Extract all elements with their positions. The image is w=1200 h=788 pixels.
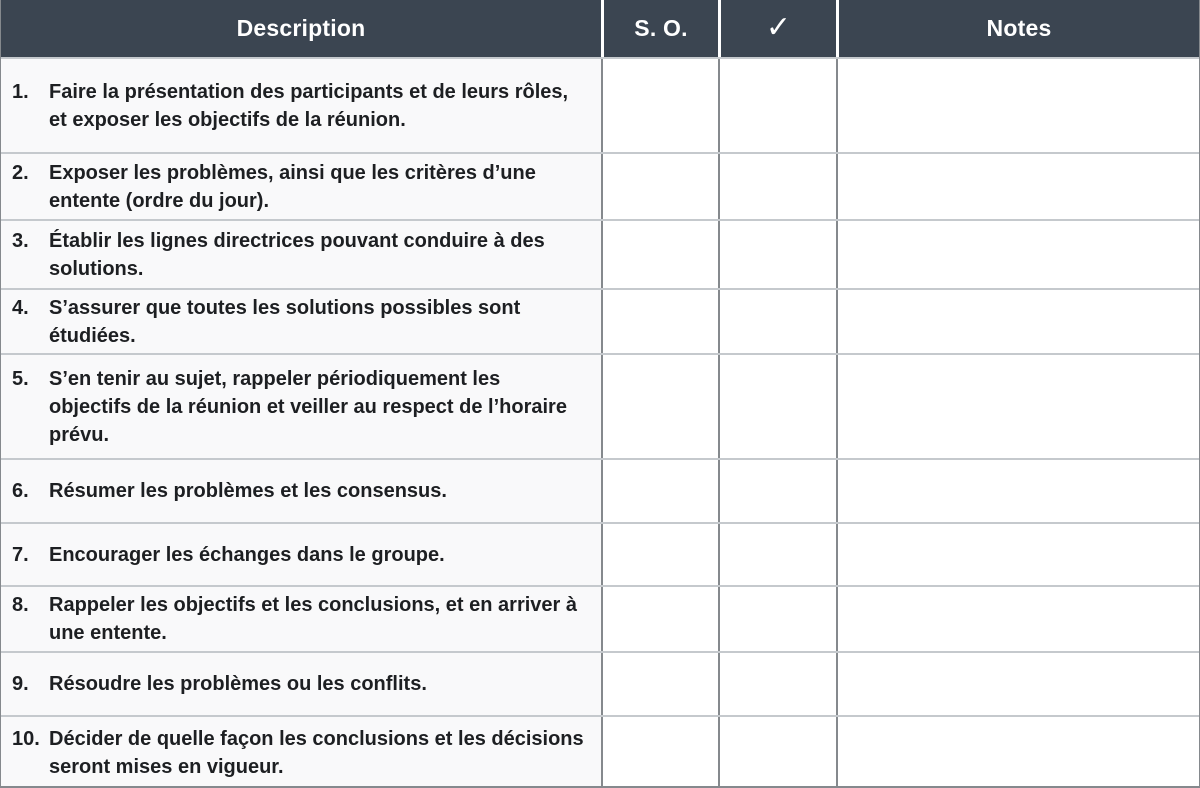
description-cell <box>1 59 601 152</box>
item-text: Rappeler les objectifs et les conclusions, et en arriver à une entente. <box>49 594 577 644</box>
item-text: Établir les lignes directrices pouvant conduire à des solutions. <box>49 229 545 280</box>
item-text: Exposer les problèmes, ainsi que les critères d’une entente (ordre du jour). <box>49 161 536 212</box>
description-cell <box>1 290 601 353</box>
so-cell[interactable] <box>601 524 718 585</box>
description-cell <box>1 717 601 788</box>
item-text: Résumer les problèmes et les consensus. <box>49 480 447 502</box>
table-row-6 <box>1 458 1199 522</box>
notes-cell[interactable] <box>836 290 1199 353</box>
check-icon: ✓ <box>718 0 836 57</box>
check-cell[interactable] <box>718 587 836 651</box>
so-cell[interactable] <box>601 460 718 522</box>
item-number: 8. <box>12 594 29 616</box>
notes-cell[interactable] <box>836 524 1199 585</box>
table-header <box>1 0 1199 57</box>
so-cell[interactable] <box>601 717 718 788</box>
so-cell[interactable] <box>601 59 718 152</box>
so-cell[interactable] <box>601 154 718 219</box>
description-cell <box>1 154 601 219</box>
table-row-4 <box>1 288 1199 353</box>
notes-cell[interactable] <box>836 653 1199 715</box>
col-header-so: S. O. <box>601 0 718 57</box>
so-cell[interactable] <box>601 587 718 651</box>
item-number: 6. <box>12 480 29 502</box>
table-row-8 <box>1 585 1199 651</box>
item-text: S’assurer que toutes les solutions possibles sont étudiées. <box>49 296 521 347</box>
notes-cell[interactable] <box>836 587 1199 651</box>
description-cell <box>1 653 601 715</box>
item-text: Résoudre les problèmes ou les conflits. <box>49 673 427 695</box>
check-cell[interactable] <box>718 653 836 715</box>
description-cell <box>1 460 601 522</box>
check-cell[interactable] <box>718 460 836 522</box>
check-cell[interactable] <box>718 717 836 788</box>
item-number: 5. <box>12 367 29 390</box>
check-cell[interactable] <box>718 221 836 288</box>
item-text: Décider de quelle façon les conclusions et les décisions seront mises en vigueur. <box>49 727 584 778</box>
item-number: 9. <box>12 673 29 695</box>
notes-cell[interactable] <box>836 460 1199 522</box>
item-number: 10. <box>12 727 40 750</box>
table-row-9 <box>1 651 1199 715</box>
check-cell[interactable] <box>718 524 836 585</box>
table-row-5 <box>1 353 1199 458</box>
item-number: 2. <box>12 161 29 184</box>
notes-cell[interactable] <box>836 221 1199 288</box>
item-number: 1. <box>12 80 29 103</box>
item-number: 4. <box>12 296 29 319</box>
table-row-10 <box>1 715 1199 788</box>
so-cell[interactable] <box>601 653 718 715</box>
item-text: Encourager les échanges dans le groupe. <box>49 543 445 566</box>
so-cell[interactable] <box>601 355 718 458</box>
check-cell[interactable] <box>718 290 836 353</box>
notes-cell[interactable] <box>836 717 1199 788</box>
item-text: Faire la présentation des participants et de leurs rôles, et exposer les objectifs de la réunion. <box>49 80 569 131</box>
table-row-3 <box>1 219 1199 288</box>
so-cell[interactable] <box>601 221 718 288</box>
table-row-2 <box>1 152 1199 219</box>
notes-cell[interactable] <box>836 154 1199 219</box>
item-number: 3. <box>12 229 29 252</box>
item-text: S’en tenir au sujet, rappeler périodiquement les objectifs de la réunion et veiller au respect de l’horaire prévu. <box>49 367 567 446</box>
description-cell <box>1 524 601 585</box>
notes-cell[interactable] <box>836 355 1199 458</box>
item-number: 7. <box>12 543 29 566</box>
check-cell[interactable] <box>718 355 836 458</box>
col-header-description: Description <box>236 15 366 41</box>
description-cell <box>1 587 601 651</box>
table-row-1 <box>1 57 1199 152</box>
col-header-notes: Notes <box>836 0 1199 57</box>
check-cell[interactable] <box>718 154 836 219</box>
description-cell <box>1 221 601 288</box>
description-cell <box>1 355 601 458</box>
table-row-7 <box>1 522 1199 585</box>
so-cell[interactable] <box>601 290 718 353</box>
check-cell[interactable] <box>718 59 836 152</box>
notes-cell[interactable] <box>836 59 1199 152</box>
